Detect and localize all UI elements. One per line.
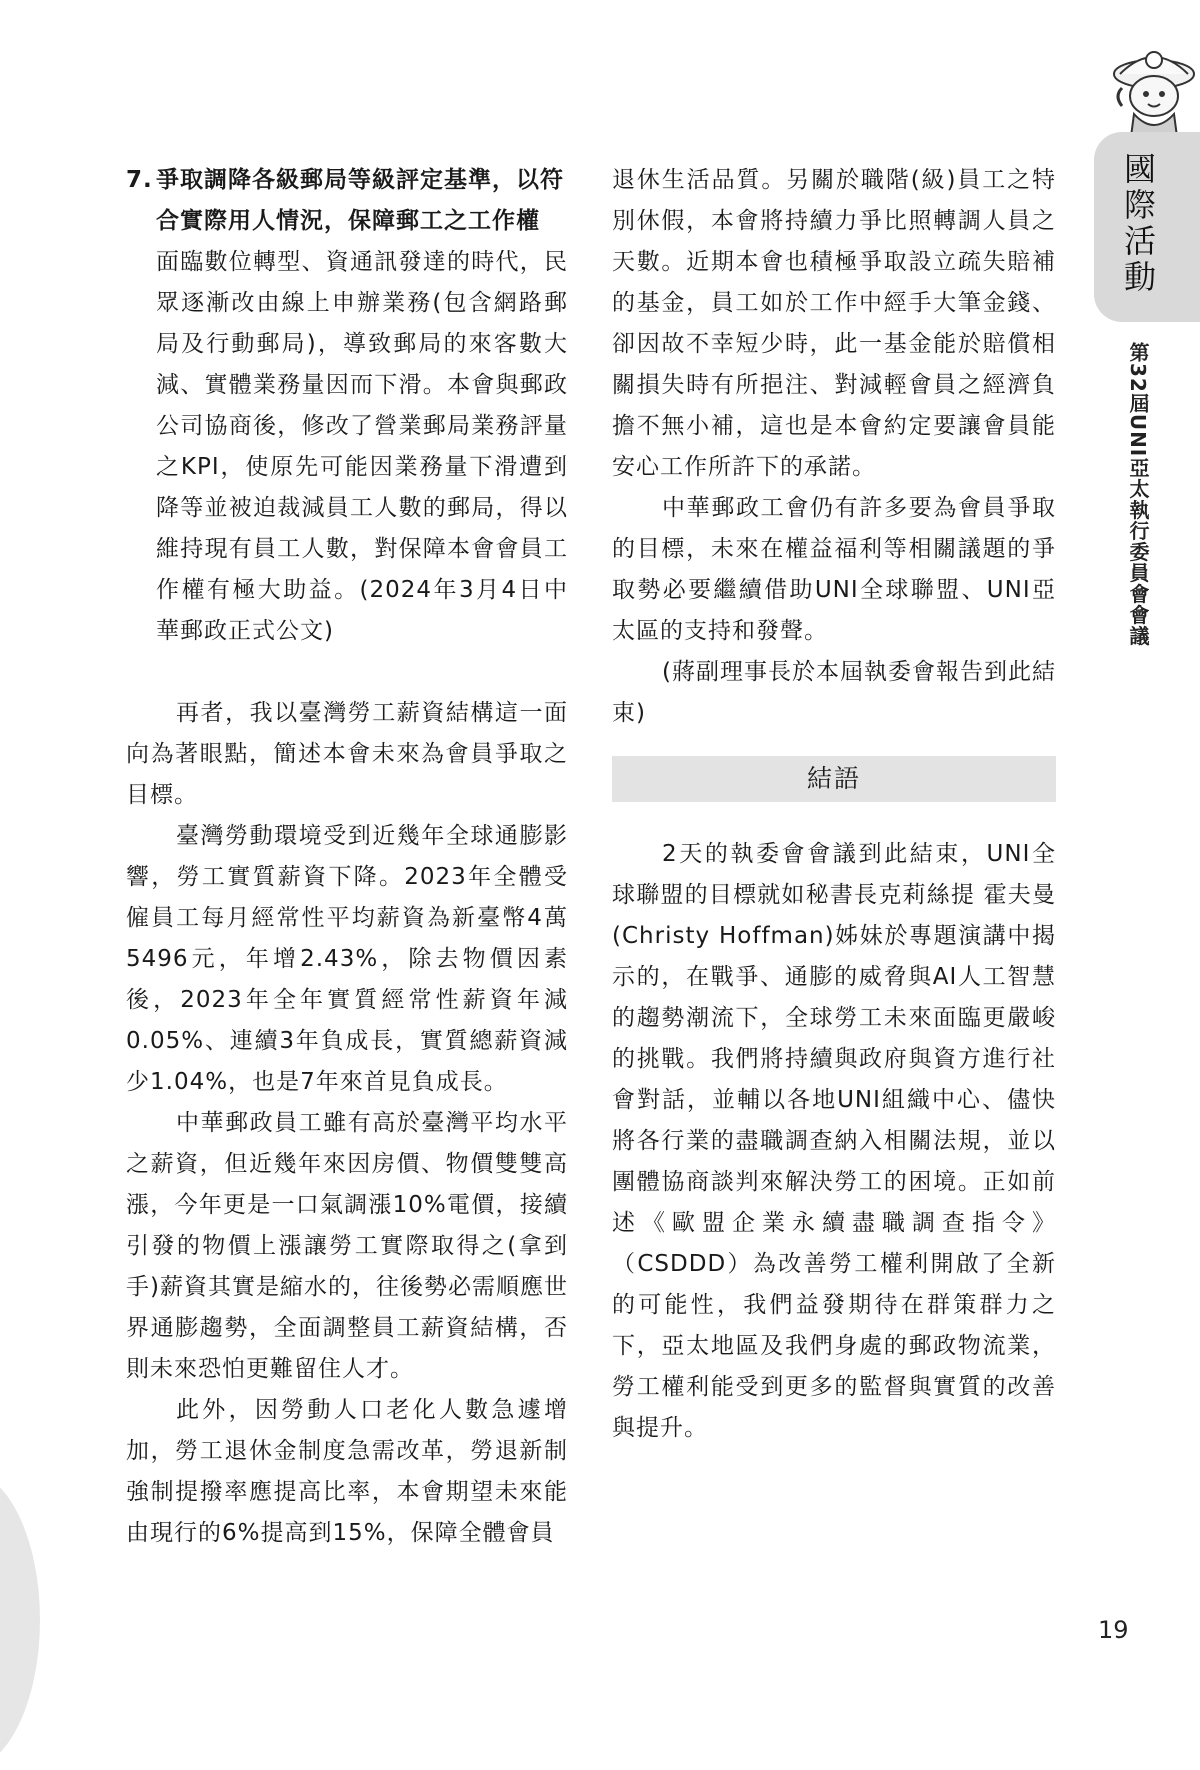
right-column <box>612 160 1056 1449</box>
paragraph: 中華郵政員工雖有高於臺灣平均水平之薪資，但近幾年來因房價、物價雙雙高漲，今年更是一口氣調漲10%電價，接續引發的物價上漲讓勞工實際取得之(拿到手)薪資其實是縮水的，往後勢必需順應世界通膨趨勢，全面調整員工薪資結構，否則未來恐怕更難留住人才。 <box>126 1110 568 1382</box>
mascot-illustration <box>1108 36 1198 146</box>
section-heading: 結語 <box>612 756 1056 802</box>
paragraph: 中華郵政工會仍有許多要為會員爭取的目標，未來在權益福利等相關議題的爭取勢必要繼續借助UNI全球聯盟、UNI亞太區的支持和發聲。 <box>612 495 1056 644</box>
paragraph: 臺灣勞動環境受到近幾年全球通膨影響，勞工實質薪資下降。2023年全體受僱員工每月經常性平均薪資為新臺幣4萬5496元，年增2.43%，除去物價因素後，2023年全年實質經常性薪資年減0.05%、連續3年負成長，實質總薪資減少1.04%，也是7年來首見負成長。 <box>126 823 568 1095</box>
article-subtitle: 第32屆UNI亞太執行委員會會議 <box>1126 342 1150 647</box>
paragraph: 退休生活品質。另關於職階(級)員工之特別休假，本會將持續力爭比照轉調人員之天數。近期本會也積極爭取設立疏失賠補的基金，員工如於工作中經手大筆金錢、卻因故不幸短少時，此一基金能於賠償相關損失時有所挹注、對減輕會員之經濟負擔不無小補，這也是本會約定要讓會員能安心工作所許下的承諾。 <box>612 167 1056 480</box>
paragraph: 此外，因勞動人口老化人數急遽增加，勞工退休金制度急需改革，勞退新制強制提撥率應提高比率，本會期望未來能由現行的6%提高到15%，保障全體會員 <box>126 1397 568 1546</box>
item-7-heading <box>126 160 568 242</box>
corner-decoration <box>0 1470 40 1770</box>
paragraph: 2天的執委會會議到此結束，UNI全球聯盟的目標就如秘書長克莉絲提 霍夫曼(Christy Hoffman)姊妹於專題演講中揭示的，在戰爭、通膨的威脅與AI人工智慧的趨勢潮流下，全球勞工未來面臨更嚴峻的挑戰。我們將持續與政府與資方進行社會對話，並輔以各地UNI組織中心、儘快將各行業的盡職調查納入相關法規，並以團體協商談判來解決勞工的困境。正如前述《歐盟企業永續盡職調查指令》（CSDDD）為改善勞工權利開啟了全新的可能性，我們益發期待在群策群力之下，亞太地區及我們身處的郵政物流業，勞工權利能受到更多的監督與實質的改善與提升。 <box>612 841 1056 1441</box>
item-7-body: 面臨數位轉型、資通訊發達的時代，民眾逐漸改由線上申辦業務(包含網路郵局及行動郵局)，導致郵局的來客數大減、實體業務量因而下滑。本會與郵政公司協商後，修改了營業郵局業務評量之KPI，使原先可能因業務量下滑遭到降等並被迫裁減員工人數的郵局，得以維持現有員工人數，對保障本會會員工作權有極大助益。(2024年3月4日中華郵政正式公文) <box>156 249 568 644</box>
page-number: 19 <box>1098 1616 1129 1644</box>
item-7-number: 7. <box>126 167 153 193</box>
left-column <box>126 160 568 1554</box>
section-tab-label: 國際活動 <box>1119 152 1157 296</box>
paragraph: (蔣副理事長於本屆執委會報告到此結束) <box>612 659 1056 726</box>
item-7-heading-text: 爭取調降各級郵局等級評定基準，以符合實際用人情況，保障郵工之工作權 <box>156 167 564 234</box>
paragraph: 再者，我以臺灣勞工薪資結構這一面向為著眼點，簡述本會未來為會員爭取之目標。 <box>126 700 568 808</box>
